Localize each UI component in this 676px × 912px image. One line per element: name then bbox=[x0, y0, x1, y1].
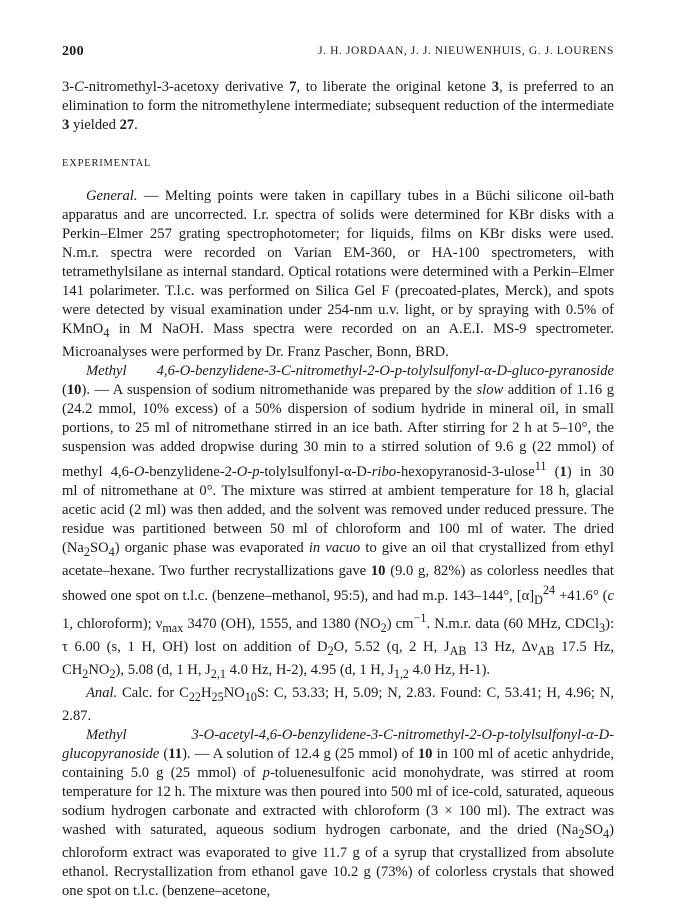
text-run: , to liberate the original ketone bbox=[296, 79, 492, 95]
text-run: max bbox=[162, 621, 184, 636]
compound-11-title: Methyl 3-O-acetyl-4,6-O-benzylidene-3-C-nitromethyl-2-O-p-tolylsulfonyl-α-D-glucopyranoside bbox=[62, 726, 614, 762]
text-run: SO bbox=[89, 539, 109, 556]
text-run: 2 bbox=[327, 644, 334, 659]
text-run: NO bbox=[88, 662, 110, 679]
text-run: p bbox=[262, 764, 270, 781]
text-run: ( bbox=[159, 745, 169, 762]
text-run: , is preferred to an elimination to form the nitromethylene intermediate; subsequent reduction of the intermediate bbox=[62, 79, 614, 114]
text-run: 24 bbox=[542, 582, 556, 597]
text-run: yielded bbox=[69, 117, 120, 133]
text-run: — Melting points were taken in capillary tubes in a Büchi silicone oil-bath apparatus and are uncorrected. I.r. spectra of solids were determined for KBr disks with a Perkin–Elmer 257 grating spectrophotometer; for liquids, films on KBr disks were used. N.m.r. spectra were recorded on Varian EM-360, or HA-100 spectrometers, with tetramethylsilane as internal standard. Optical rotations were determined with a Perkin–Elmer 141 polarimeter. T.l.c. was performed on Silica Gel F (precoated-plates, Merck), and spots were detected by visual examination under 254-nm u.v. light, or by spraying with 0.5% of KMnO bbox=[62, 188, 614, 337]
text-run: slow bbox=[476, 381, 504, 398]
text-run: Calc. for C bbox=[117, 685, 189, 702]
text-run: 1,2 bbox=[393, 667, 410, 682]
text-run: 10 bbox=[66, 381, 82, 398]
text-run: ribo bbox=[371, 463, 397, 480]
text-run: C bbox=[74, 79, 84, 95]
text-run: 2 bbox=[109, 667, 116, 682]
text-run: in bbox=[109, 321, 140, 337]
text-run: 3 bbox=[599, 621, 606, 636]
compound-10-title: Methyl 4,6-O-benzylidene-3-C-nitromethyl-2-O-p-tolylsulfonyl-α-D-gluco-pyranoside bbox=[86, 362, 614, 379]
text-run: O bbox=[133, 463, 145, 480]
text-run: 2 bbox=[82, 667, 89, 682]
text-run: p bbox=[252, 463, 260, 480]
text-run: — A solution of 12.4 g (25 mmol) of bbox=[190, 745, 418, 762]
text-run: 25 bbox=[211, 689, 224, 704]
text-run: O, 5.52 (q, 2 H, J bbox=[333, 639, 450, 656]
text-run: 2 bbox=[578, 826, 585, 841]
text-run: 2,1 bbox=[210, 667, 226, 682]
text-run: ): τ 6.00 (s, 1 H, OH) lost on addition of D bbox=[62, 616, 615, 656]
text-run: H bbox=[200, 685, 212, 702]
text-run: AB bbox=[449, 644, 467, 659]
text-run: ) chloroform extract was evaporated to give 11.7 g of a syrup that crystallized from absolute ethanol. Recrystallization from ethanol gave 10.2 g (73%) of colorless crystals that showed one spot on t.l.c. (benzene–acetone, bbox=[62, 821, 614, 899]
text-run: 4 bbox=[103, 325, 110, 340]
text-run: 4.0 Hz, H-2), 4.95 (d, 1 H, J bbox=[226, 662, 394, 679]
text-run: - bbox=[247, 463, 253, 480]
analysis-paragraph bbox=[62, 684, 614, 726]
text-run: 17.5 Hz, CH bbox=[62, 639, 614, 679]
text-run: 4.0 Hz, H-1). bbox=[409, 662, 491, 679]
text-run: addition of 1.16 g (24.2 mmol, 10% excess) of a 50% dispersion of sodium hydride in mineral oil, in small portions, to 25 ml of nitromethane stirred in an ice bath. After stirring for 2 h at 5–10°, the suspension was added dropwise during 30 min to a stirred solution of 9.6 g (22 mmol) of methyl 4,6- bbox=[62, 381, 614, 480]
text-run: (9.0 g, 82%) as colorless needles that showed one spot on t.l.c. (benzene–methanol, 95:5), and had m.p. 143–144°, [α] bbox=[62, 562, 614, 604]
page-header bbox=[62, 44, 614, 64]
text-run: D bbox=[534, 592, 543, 607]
section-heading-experimental: EXPERIMENTAL bbox=[62, 158, 152, 169]
text-run: M bbox=[139, 321, 153, 337]
text-run: 11 bbox=[168, 745, 183, 762]
text-run: - bbox=[366, 463, 372, 480]
text-run: 1 bbox=[559, 463, 567, 480]
text-run: ) organic phase was evaporated bbox=[114, 539, 309, 556]
text-run: NO bbox=[223, 685, 245, 702]
text-run: 10 bbox=[244, 689, 257, 704]
text-run: c bbox=[607, 587, 615, 604]
text-run: 1, chloroform); ν bbox=[62, 616, 163, 633]
text-run: to give an oil that crystallized from ethyl acetate–hexane. Two further recrystallizations gave bbox=[62, 539, 614, 579]
text-run: O bbox=[236, 463, 248, 480]
compound-11-paragraph bbox=[62, 726, 614, 901]
running-head: J. H. JORDAAN, J. J. NIEUWENHUIS, G. J. LOURENS bbox=[318, 45, 614, 57]
text-run: -nitromethyl-3-acetoxy derivative bbox=[83, 79, 290, 95]
text-run: S: C, 53.33; H, 5.09; N, 2.83. Found: C, 53.41; H, 4.96; N, 2.87. bbox=[62, 685, 614, 724]
text-run: in 100 ml of acetic anhydride, containing 5.0 g (25 mmol) of bbox=[62, 745, 614, 781]
text-run: ) cm bbox=[386, 616, 414, 633]
text-run: ), 5.08 (d, 1 H, J bbox=[115, 662, 211, 679]
text-run: -tolylsulfonyl-α- bbox=[259, 463, 357, 480]
text-run: 11 bbox=[534, 458, 547, 473]
text-run: NaOH. Mass spectra were recorded on an A.E.I. MS-9 spectrometer. Microanalyses were performed by Dr. Franz Pascher, Bonn, BRD. bbox=[62, 321, 614, 360]
text-run: 10 bbox=[370, 562, 386, 579]
text-run: . N.m.r. data (60 MHz, CDCl bbox=[426, 616, 600, 633]
text-run: −1 bbox=[413, 611, 427, 626]
text-run: 3 bbox=[491, 79, 500, 95]
text-run: ). bbox=[182, 745, 191, 762]
text-run: 2 bbox=[380, 621, 387, 636]
general-paragraph bbox=[62, 187, 614, 362]
text-run: 3 bbox=[62, 117, 70, 133]
intro-paragraph bbox=[62, 78, 614, 135]
text-run: 13 Hz, Δν bbox=[466, 639, 538, 656]
text-run: -hexopyranosid-3-ulose bbox=[396, 463, 535, 480]
text-run: 22 bbox=[188, 689, 201, 704]
text-run: ( bbox=[62, 381, 67, 398]
page-number: 200 bbox=[62, 44, 84, 59]
text-run: AB bbox=[537, 644, 555, 659]
text-run: 4 bbox=[603, 826, 610, 841]
text-run: +41.6° ( bbox=[555, 587, 608, 604]
compound-10-paragraph bbox=[62, 362, 614, 684]
text-run: in vacuo bbox=[308, 539, 361, 556]
text-run: D bbox=[356, 463, 367, 480]
text-run: -benzylidene-2- bbox=[144, 463, 237, 480]
text-run: 3- bbox=[62, 79, 75, 95]
text-run: 3470 (OH), 1555, and 1380 (NO bbox=[183, 616, 381, 633]
general-label: General. bbox=[86, 188, 138, 204]
text-run: 10 bbox=[417, 745, 433, 762]
text-run: 4 bbox=[108, 544, 115, 559]
text-run: ) in 30 ml of nitromethane at 0°. The mixture was stirred at ambient temperature for 18 h, glacial acetic acid (2 ml) was then added, and the solvent was removed under reduced pressure. The residue was partitioned between 50 ml of chloroform and 100 ml of water. The dried (Na bbox=[62, 463, 614, 556]
text-run: -toluenesulfonic acid monohydrate, was stirred at room temperature for 12 h. The mixture was then poured into 500 ml of ice-cold, saturated, aqueous sodium hydrogen carbonate and extracted with chloroform (3 × 100 ml). The extract was washed with saturated, aqueous sodium hydrogen carbonate, and the dried (Na bbox=[62, 764, 615, 838]
text-run: — A suspension of sodium nitromethanide was prepared by the bbox=[89, 381, 477, 398]
text-run: ). bbox=[81, 381, 90, 398]
text-run: . bbox=[134, 117, 138, 133]
text-run: SO bbox=[584, 821, 604, 838]
text-run: ( bbox=[546, 463, 560, 480]
text-run: 7 bbox=[289, 79, 297, 95]
text-run: 27 bbox=[119, 117, 135, 133]
text-run: 2 bbox=[83, 544, 90, 559]
article-body bbox=[62, 78, 614, 901]
analysis-label: Anal. bbox=[86, 685, 118, 702]
